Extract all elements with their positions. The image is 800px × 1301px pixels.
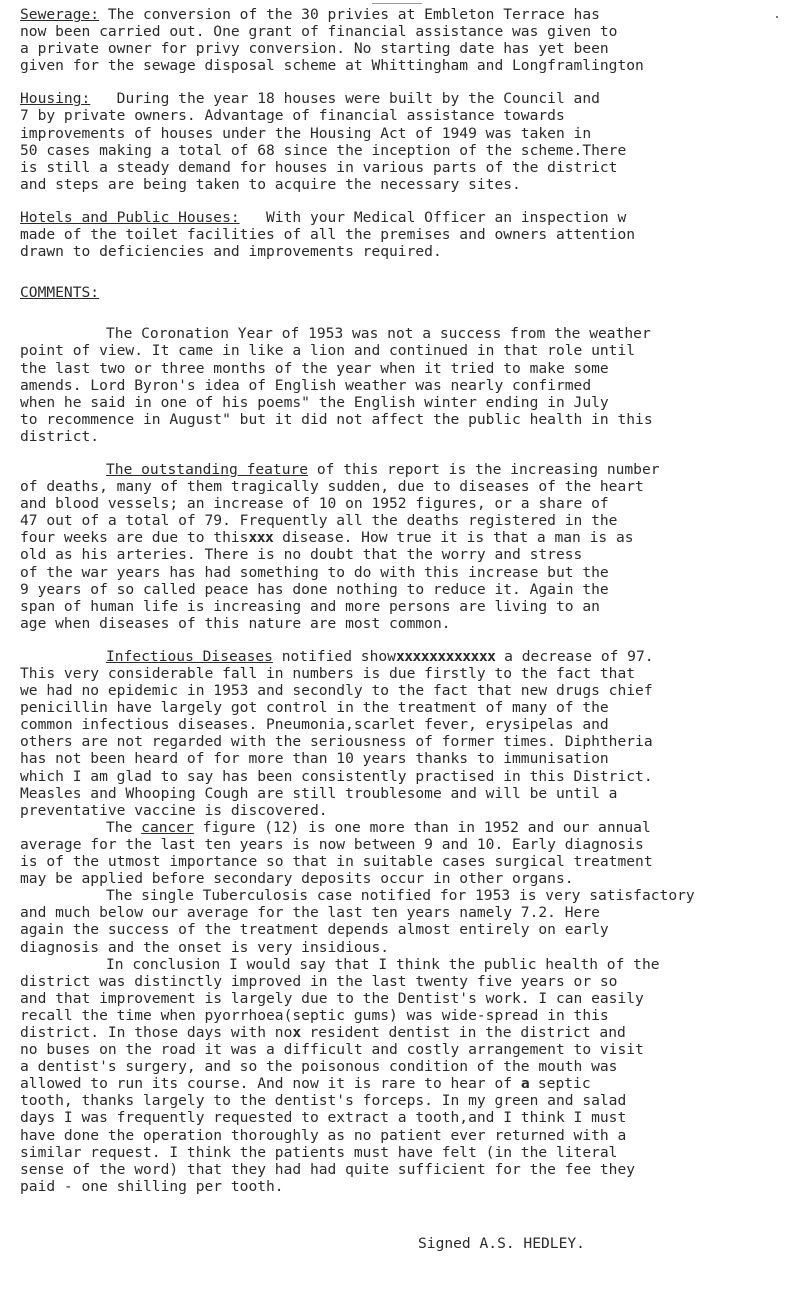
comments-p5-line-12: similar request. I think the patients must have felt (in the literal bbox=[20, 1143, 618, 1161]
hotels-line-3: drawn to deficiencies and improvements required. bbox=[20, 243, 442, 261]
signature-line: Signed A.S. HEDLEY. bbox=[418, 1234, 585, 1252]
comments-p5-line-6: no buses on the road it was a difficult and costly arrangement to visit bbox=[20, 1041, 644, 1059]
comments-p5-line-13: sense of the word) that they had had quite sufficient for the fee they bbox=[20, 1160, 636, 1178]
comments-p2-line-3: and blood vessels; an increase of 10 on 1952 figures, or a share of bbox=[20, 495, 609, 513]
comments-p5-line-8a: allowed to run its course. And now it is rare to hear of bbox=[20, 1075, 521, 1093]
comments-para-2 bbox=[20, 461, 792, 632]
hotels-section bbox=[20, 209, 792, 260]
comments-p3-line-10: preventative vaccine is discovered. bbox=[20, 801, 328, 819]
housing-line-3: improvements of houses under the Housing Act of 1949 was taken in bbox=[20, 124, 592, 142]
housing-heading: Housing: bbox=[20, 90, 91, 108]
comments-p5-line-8b: septic bbox=[529, 1075, 591, 1093]
housing-line-6: and steps are being taken to acquire the necessary sites. bbox=[20, 175, 521, 193]
comments-p1-line-2: point of view. It came in like a lion and continued in that role until bbox=[20, 342, 636, 360]
comments-para-5 bbox=[20, 956, 792, 1195]
comments-p4-line-2: average for the last ten years is now between 9 and 10. Early diagnosis bbox=[20, 835, 644, 853]
comments-p5-line-5b: resident dentist in the district and bbox=[300, 1023, 626, 1041]
comments-p4-line-7: again the success of the treatment depends almost entirely on early bbox=[20, 921, 609, 939]
struck-text: xxxxxxxxxxxx bbox=[395, 647, 496, 665]
comments-p1-line-6: to recommence in August" but it did not affect the public health in this bbox=[20, 410, 653, 428]
comments-p2-line-10: age when diseases of this nature are most common. bbox=[20, 614, 451, 632]
page-top-mark bbox=[372, 3, 422, 4]
outstanding-feature-heading: The outstanding feature bbox=[106, 460, 309, 478]
comments-p1-line-7: district. bbox=[20, 427, 100, 445]
struck-text: xxx bbox=[248, 529, 274, 547]
comments-p4-line-1b: figure (12) is one more than in 1952 and our annual bbox=[193, 818, 651, 836]
comments-p2-line-1: of this report is the increasing number bbox=[308, 460, 660, 478]
comments-p4-line-5: The single Tuberculosis case notified for 1953 is very satisfactory bbox=[106, 887, 695, 905]
hotels-line-2: made of the toilet facilities of all the premises and owners attention bbox=[20, 226, 636, 244]
comments-p5-line-7: a dentist's surgery, and so the poisonous condition of the mouth was bbox=[20, 1058, 618, 1076]
housing-line-5: is still a steady demand for houses in various parts of the district bbox=[20, 158, 618, 176]
housing-line-1: During the year 18 houses were built by the Council and bbox=[90, 90, 600, 108]
comments-p4-line-4: may be applied before secondary deposits occur in other organs. bbox=[20, 870, 574, 888]
comments-p1-line-4: amends. Lord Byron's idea of English weather was nearly confirmed bbox=[20, 376, 592, 394]
comments-p1-line-1: The Coronation Year of 1953 was not a success from the weather bbox=[106, 325, 651, 343]
comments-p3-line-2: This very considerable fall in numbers is due firstly to the fact that bbox=[20, 665, 636, 682]
comments-p5-line-1: In conclusion I would say that I think the public health of the bbox=[106, 955, 660, 973]
sewerage-line-1: The conversion of the 30 privies at Embleton Terrace has bbox=[99, 6, 600, 23]
comments-p3-line-3: we had no epidemic in 1953 and secondly to the fact that new drugs chief bbox=[20, 682, 653, 700]
comments-p2-line-5a: four weeks are due to this bbox=[20, 529, 249, 547]
comments-p1-line-3: the last two or three months of the year when it tried to make some bbox=[20, 359, 609, 377]
comments-p5-line-10: days I was frequently requested to extract a tooth,and I think I must bbox=[20, 1109, 627, 1127]
comments-p3-line-1b: a decrease of 97. bbox=[495, 647, 654, 665]
comments-p3-line-7: has not been heard of for more than 10 years thanks to immunisation bbox=[20, 750, 609, 768]
hotels-line-1: With your Medical Officer an inspection w bbox=[239, 208, 627, 226]
comments-p3-line-6: others are not regarded with the seriousness of former times. Diphtheria bbox=[20, 733, 653, 751]
comments-p2-line-5b: disease. How true it is that a man is as bbox=[273, 529, 634, 547]
comments-p5-line-14: paid - one shilling per tooth. bbox=[20, 1177, 284, 1195]
comments-p2-line-2: of deaths, many of them tragically sudden, due to diseases of the heart bbox=[20, 478, 644, 496]
comments-p1-line-5: when he said in one of his poems" the English winter ending in July bbox=[20, 393, 609, 411]
struck-text: x bbox=[292, 1023, 301, 1041]
comments-p5-line-4: recall the time when pyorrhoea(septic gums) was wide-spread in this bbox=[20, 1006, 609, 1024]
comments-p5-line-5a: district. In those days with no bbox=[20, 1023, 293, 1041]
comments-p4-line-3: is of the utmost importance so that in suitable cases surgical treatment bbox=[20, 853, 653, 871]
comments-p2-line-8: 9 years of so called peace has done nothing to reduce it. Again the bbox=[20, 580, 609, 598]
comments-p4-line-1a: The bbox=[106, 818, 142, 836]
comments-p3-line-9: Measles and Whooping Cough are still troublesome and will be until a bbox=[20, 784, 618, 802]
sewerage-line-4: given for the sewage disposal scheme at Whittingham and Longframlington bbox=[20, 57, 644, 75]
comments-p3-line-4: penicillin have largely got control in the treatment of many of the bbox=[20, 699, 609, 717]
housing-line-2: 7 by private owners. Advantage of financial assistance towards bbox=[20, 107, 565, 125]
comments-p4-line-6: and much below our average for the last ten years namely 7.2. Here bbox=[20, 904, 600, 922]
comments-p5-line-3: and that improvement is largely due to the Dentist's work. I can easily bbox=[20, 989, 644, 1007]
comments-para-4 bbox=[20, 819, 792, 956]
cancer-heading: cancer bbox=[141, 818, 194, 836]
housing-section bbox=[20, 90, 792, 193]
comments-p5-line-11: have done the operation thoroughly as no patient ever returned with a bbox=[20, 1126, 627, 1144]
sewerage-line-2: now been carried out. One grant of financial assistance was given to bbox=[20, 23, 618, 41]
comments-p2-line-4: 47 out of a total of 79. Frequently all the deaths registered in the bbox=[20, 512, 618, 530]
comments-p2-line-9: span of human life is increasing and more persons are living to an bbox=[20, 597, 600, 615]
comments-p2-line-7: of the war years has had something to do with this increase but the bbox=[20, 563, 609, 581]
document-page bbox=[20, 6, 792, 1252]
sewerage-line-3: a private owner for privy conversion. No starting date has yet been bbox=[20, 40, 609, 58]
comments-para-3 bbox=[20, 648, 792, 819]
comments-p2-line-6: old as his arteries. There is no doubt that the worry and stress bbox=[20, 546, 583, 564]
comments-p4-line-8: diagnosis and the onset is very insidious. bbox=[20, 938, 390, 956]
infectious-diseases-heading: Infectious Diseases bbox=[106, 647, 273, 665]
comments-p3-line-1a: notified show bbox=[272, 647, 396, 665]
hotels-heading: Hotels and Public Houses: bbox=[20, 208, 240, 226]
sewerage-section bbox=[20, 6, 792, 74]
comments-heading: COMMENTS: bbox=[20, 284, 100, 302]
comments-para-1 bbox=[20, 325, 792, 445]
struck-text: a bbox=[520, 1075, 530, 1093]
comments-p5-line-9: tooth, thanks largely to the dentist's forceps. In my green and salad bbox=[20, 1092, 627, 1110]
comments-p3-line-8: which I am glad to say has been consistently practised in this District. bbox=[20, 767, 653, 785]
housing-line-4: 50 cases making a total of 68 since the inception of the scheme.There bbox=[20, 141, 627, 159]
sewerage-heading: Sewerage: bbox=[20, 6, 100, 23]
comments-p5-line-2: district was distinctly improved in the last twenty five years or so bbox=[20, 972, 618, 990]
comments-p3-line-5: common infectious diseases. Pneumonia,scarlet fever, erysipelas and bbox=[20, 716, 609, 734]
